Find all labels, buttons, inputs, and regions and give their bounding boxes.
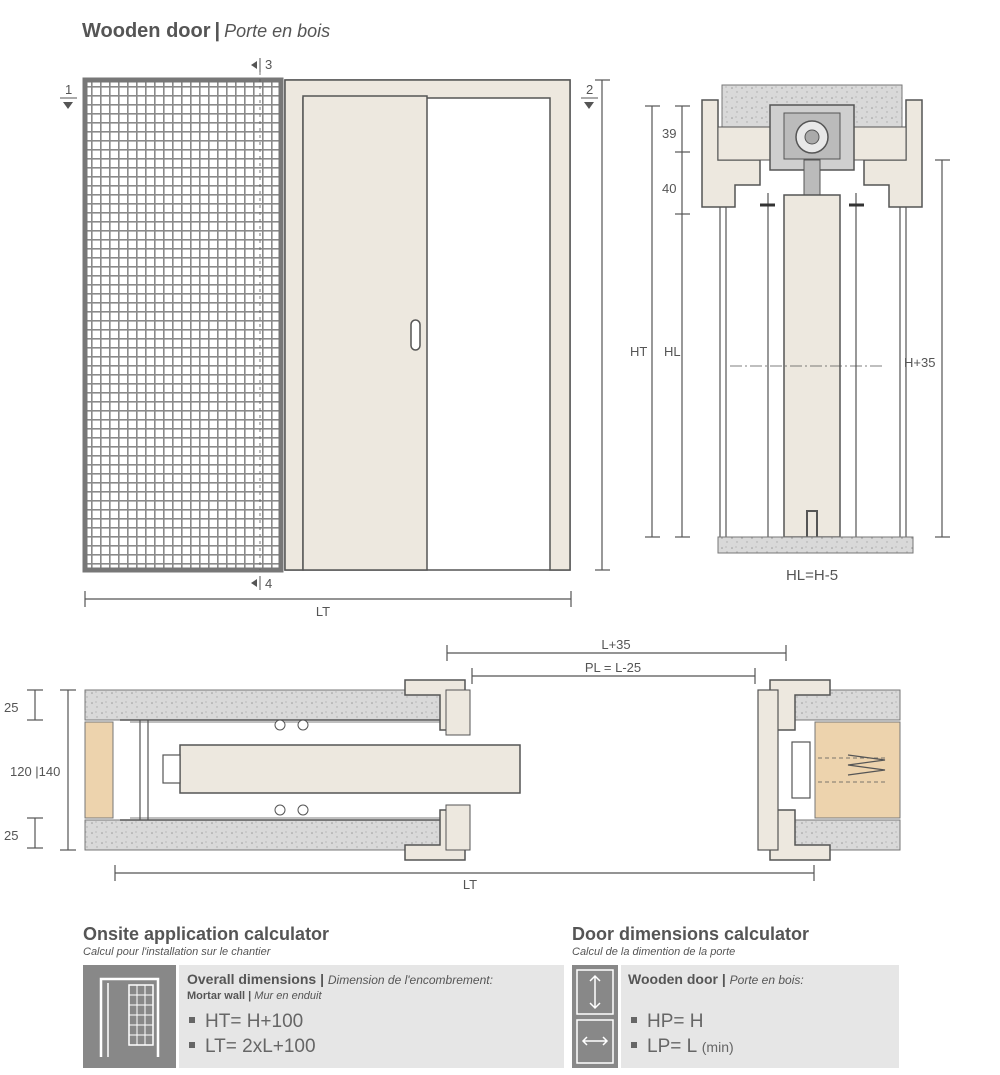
title-subtitle: Porte en bois <box>224 21 331 41</box>
onsite-calc-subheading: Calcul pour l'installation sur le chantier <box>83 946 271 958</box>
dim-40: 40 <box>662 181 677 196</box>
front-elevation-drawing <box>55 50 625 625</box>
right-wood-stud <box>815 722 900 818</box>
dim-lt-elevation: LT <box>315 604 331 619</box>
dim-hl: HL <box>664 344 681 359</box>
dim-25-top: 25 <box>4 700 19 715</box>
door-panel <box>303 96 427 570</box>
onsite-box-title: Overall dimensions | Dimension de l'encombrement: <box>187 971 493 987</box>
dim-pl: PL = L-25 <box>584 660 642 675</box>
caption-hl: HL=H-5 <box>785 567 839 584</box>
section-mark-4: 4 <box>265 576 273 591</box>
dim-ht: HT <box>630 344 648 359</box>
vertical-section-drawing <box>620 75 980 595</box>
dim-39: 39 <box>662 126 677 141</box>
door-leaf-plan <box>180 745 520 793</box>
left-wall-plaster-bottom <box>85 820 445 850</box>
formula-lp: LP= L (min) <box>631 1036 734 1058</box>
page-title <box>82 20 330 43</box>
formula-lt: LT= 2xL+100 <box>189 1036 316 1058</box>
door-handle-recess <box>411 320 420 350</box>
door-cassette-icon <box>83 965 176 1068</box>
dim-lt-plan: LT <box>462 877 478 892</box>
title-main: Wooden door <box>82 20 211 42</box>
dim-120-140: 120 |140 <box>10 764 61 779</box>
section-mark-1: 1 <box>65 82 73 97</box>
dim-25-bottom: 25 <box>4 828 19 843</box>
door-calc-subheading: Calcul de la dimention de la porte <box>572 946 736 958</box>
onsite-calc-icon-box <box>83 965 176 1068</box>
height-width-icon <box>572 965 618 1068</box>
section-mark-2: 2 <box>586 82 594 97</box>
title-separator: | <box>214 20 221 42</box>
door-calc-panel <box>621 965 899 1068</box>
onsite-box-sub: Mortar wall | Mur en enduit <box>187 990 322 1002</box>
pocket-cassette-mesh <box>85 80 281 570</box>
plan-section-drawing <box>0 630 1000 895</box>
left-wood-stud <box>85 722 113 818</box>
dim-h35: H+35 <box>904 355 936 370</box>
door-box-title: Wooden door | Porte en bois: <box>628 971 804 987</box>
door-calc-heading: Door dimensions calculator <box>572 924 810 944</box>
floor-slab <box>718 537 913 553</box>
onsite-calc-heading: Onsite application calculator <box>83 924 330 944</box>
door-calc-icon-box <box>572 965 618 1068</box>
onsite-calc-panel <box>179 965 564 1068</box>
left-wall-plaster-top <box>85 690 445 720</box>
formula-ht: HT= H+100 <box>189 1011 303 1033</box>
section-mark-3: 3 <box>265 57 273 72</box>
dim-l35: L+35 <box>601 637 631 652</box>
formula-hp: HP= H <box>631 1011 704 1033</box>
